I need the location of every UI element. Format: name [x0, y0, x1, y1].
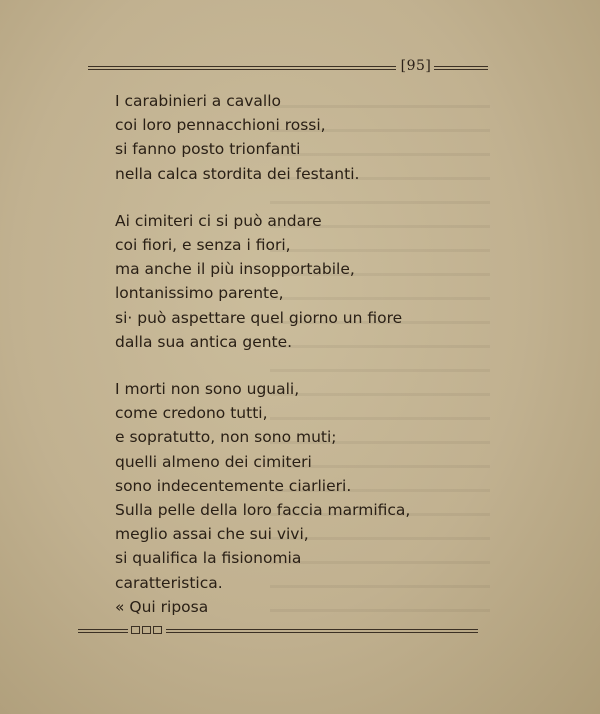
verse-line: si qualifica la fisionomia — [115, 549, 302, 568]
page-number: [95] — [400, 58, 432, 74]
verse-line: quelli almeno dei cimiteri — [115, 452, 312, 471]
verse-line: coi fiori, e senza i fiori, — [115, 236, 291, 255]
footer-rule-right-line — [166, 629, 478, 633]
verse-line: sono indecentemente ciarlieri. — [115, 476, 352, 495]
verse-line: I morti non sono uguali, — [115, 380, 300, 399]
stanza-2 — [115, 209, 495, 354]
stanza-1 — [115, 89, 495, 186]
verse-line: caratteristica. — [115, 573, 223, 592]
verse-line: dalla sua antica gente. — [115, 332, 293, 351]
verse-line: ma anche il più insopportabile, — [115, 260, 355, 279]
stanza-3 — [115, 377, 495, 619]
header-rule-left-line — [88, 66, 396, 70]
verse-line: Ai cimiteri ci si può andare — [115, 211, 322, 230]
verse-line: meglio assai che sui vivi, — [115, 525, 309, 544]
verse-line: « Qui riposa — [115, 597, 209, 616]
verse-line: coi loro pennacchioni rossi, — [115, 116, 326, 135]
verse-line: si fanno posto trionfanti — [115, 140, 301, 159]
ornament-square — [142, 626, 151, 634]
verse-line: e sopratutto, non sono muti; — [115, 428, 337, 447]
footer-rule — [78, 626, 478, 638]
footer-rule-left-line — [78, 629, 128, 633]
verse-line: si· può aspettare quel giorno un fiore — [115, 308, 403, 327]
verse-line: Sulla pelle della loro faccia marmifica, — [115, 501, 411, 520]
verse-line: come credono tutti, — [115, 404, 268, 423]
ornament-square — [131, 626, 140, 634]
header-rule — [88, 58, 488, 76]
ornament-square — [153, 626, 162, 634]
verse-line: lontanissimo parente, — [115, 284, 284, 303]
verse-line: nella calca stordita dei festanti. — [115, 164, 360, 183]
header-rule-right-line — [434, 66, 488, 70]
poem-text — [115, 89, 495, 642]
verse-line: I carabinieri a cavallo — [115, 92, 282, 110]
footer-ornament-squares — [131, 625, 165, 637]
